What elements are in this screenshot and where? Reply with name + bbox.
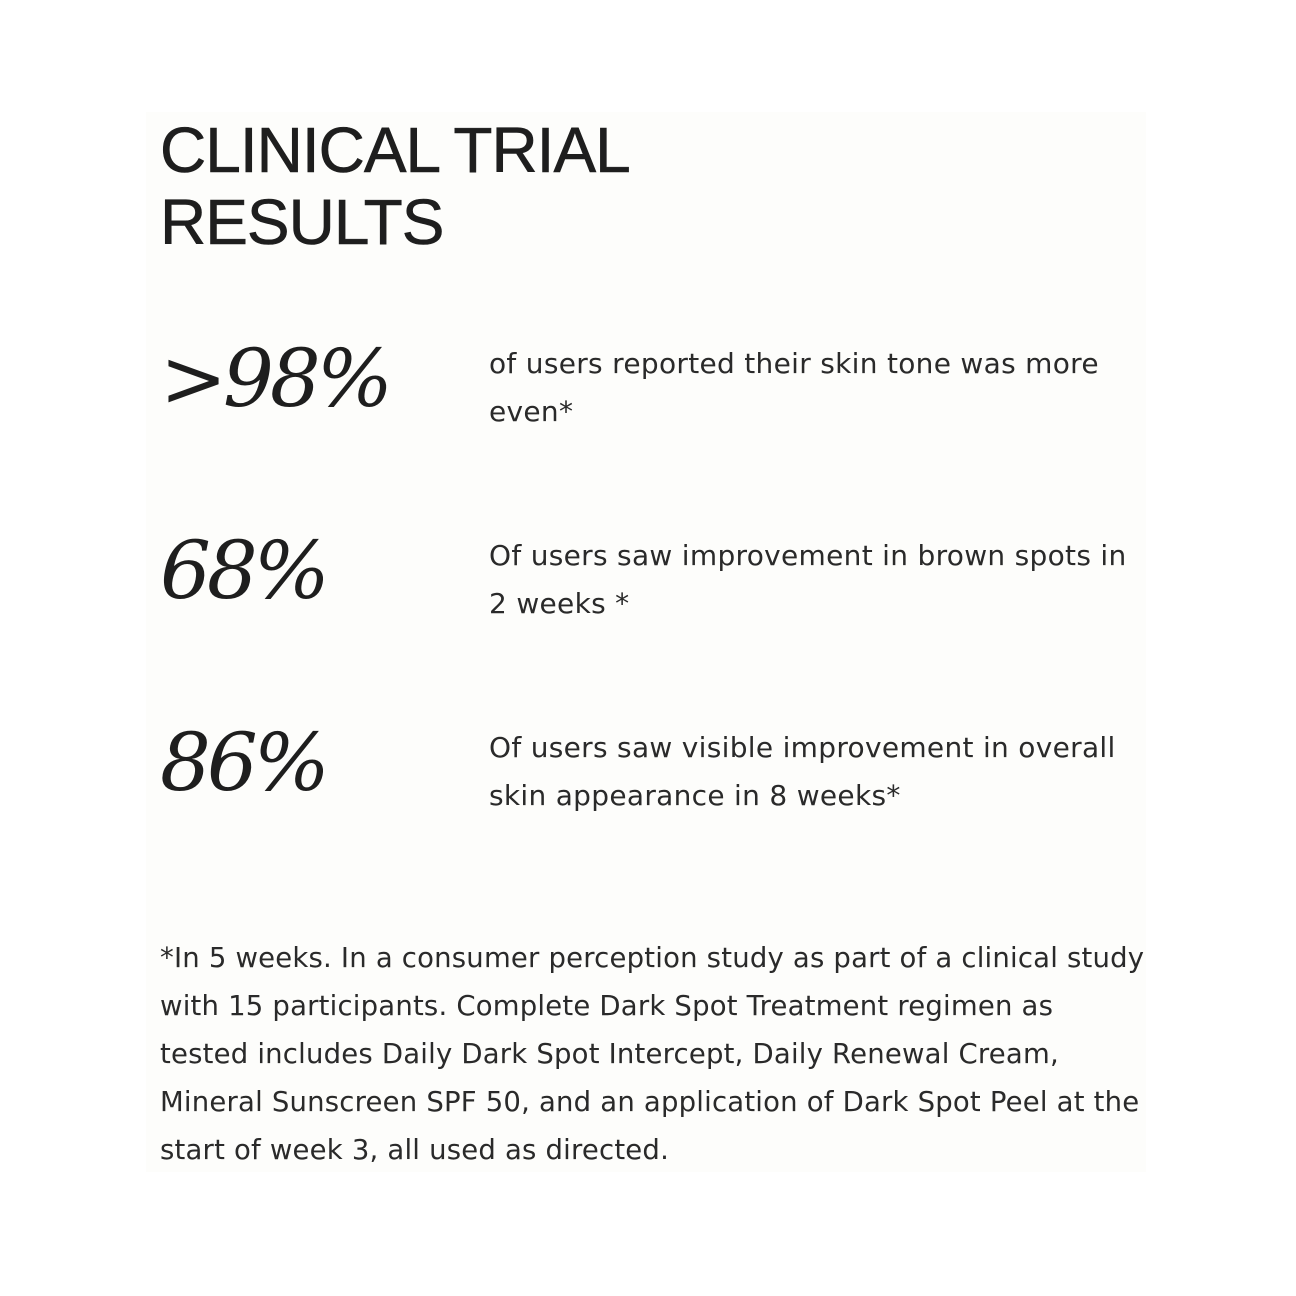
stat-item-overall-appearance [160,716,1160,834]
stat-item-brown-spots [160,524,1160,642]
page-title-line-1: CLINICAL TRIAL [160,114,630,186]
study-footnote: *In 5 weeks. In a consumer perception study as part of a clinical study with 15 participants. Complete Dark Spot Treatment regimen as tested includes Daily Dark Spot Intercept, Daily Renewal Cream, Mineral Sunscreen SPF 50, and an application of Dark Spot Peel at the start of week 3, all used as directed. [160,942,1145,1166]
stat-value: >98% [160,332,389,425]
stat-value: 86% [160,716,326,809]
stat-value: 68% [160,524,326,617]
stat-item-skin-tone [160,332,1160,450]
stat-description: Of users saw improvement in brown spots in 2 weeks * [489,539,1127,620]
page-title [160,114,860,258]
stat-description: Of users saw visible improvement in overall skin appearance in 8 weeks* [489,731,1116,812]
page-title-line-2: RESULTS [160,186,444,258]
stat-description: of users reported their skin tone was more even* [489,347,1099,428]
